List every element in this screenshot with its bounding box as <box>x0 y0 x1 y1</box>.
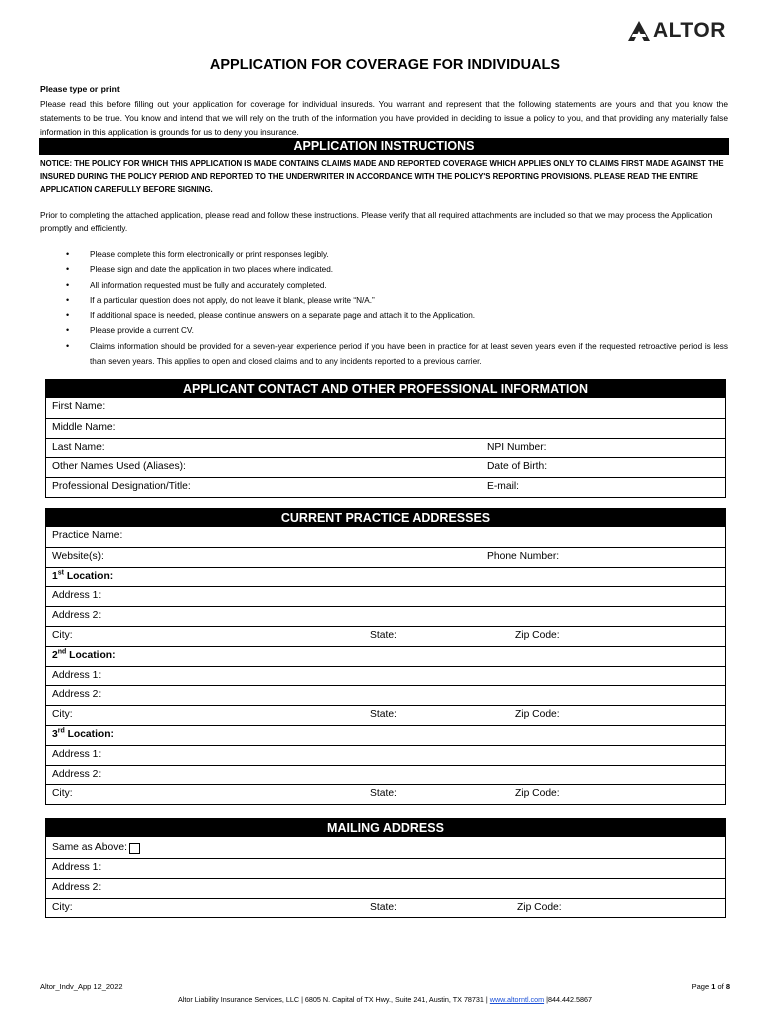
type-or-print-note: Please type or print <box>40 84 120 94</box>
location-heading-3 <box>46 725 725 745</box>
mailing-heading: MAILING ADDRESS <box>46 819 725 837</box>
state-label: State: <box>370 629 397 641</box>
page-of: of <box>715 982 726 991</box>
location-ordinal: rd <box>57 727 65 735</box>
city-row[interactable] <box>46 705 725 725</box>
aliases-row[interactable] <box>46 457 725 477</box>
location-number: 2 <box>52 649 58 661</box>
form-id: Altor_Indv_App 12_2022 <box>40 982 123 991</box>
location-heading-1 <box>46 567 725 587</box>
instruction-item: • All information requested must be fully and accurately completed. <box>66 278 728 293</box>
company-phone: |844.442.5867 <box>544 995 592 1004</box>
page-title: APPLICATION FOR COVERAGE FOR INDIVIDUALS <box>209 57 561 73</box>
location-label: Location: <box>67 728 114 740</box>
website-label: Website(s): <box>52 550 104 562</box>
practice-heading: CURRENT PRACTICE ADDRESSES <box>46 509 725 527</box>
state-label: State: <box>370 901 397 913</box>
address1-field[interactable] <box>46 586 725 606</box>
address1-field[interactable] <box>46 745 725 765</box>
altor-logo-icon <box>628 21 650 41</box>
instruction-item: • If a particular question does not apply, do not leave it blank, please write “N/A.” <box>66 293 728 308</box>
page-indicator <box>670 982 730 991</box>
location-label: Location: <box>69 649 116 661</box>
logo-text: ALTOR <box>653 19 726 42</box>
website-row[interactable] <box>46 547 725 567</box>
location-heading-2 <box>46 646 725 666</box>
practice-name-field[interactable] <box>46 527 725 547</box>
location-ordinal: st <box>57 569 64 577</box>
middle-name-field[interactable] <box>46 418 725 438</box>
aliases-label: Other Names Used (Aliases): <box>52 461 186 473</box>
same-as-above-checkbox[interactable] <box>129 843 140 854</box>
location-ordinal: nd <box>57 648 67 656</box>
footer-company <box>0 995 770 1004</box>
location-number: 1 <box>52 570 58 582</box>
prior-text: Prior to completing the attached application, please read and follow these instructions. Please verify that all required attachments are included so that we may process the Application promptly and efficiently. <box>40 210 713 233</box>
intro-paragraph: Please read this before filling out your application for coverage for individual insureds. You warrant and represent that the following statements are yours and that you know the statements to be true. You know and intend that we will rely on the truth of the information you have provided in deciding to issue a policy to you, and that providing any materially false information in this application is grounds for us to deny you insurance. <box>40 99 728 137</box>
designation-label: Professional Designation/Title: <box>52 481 191 493</box>
zip-label: Zip Code: <box>517 901 562 913</box>
instruction-item: • If additional space is needed, please continue answers on a separate page and attach it to the Application. <box>66 308 728 323</box>
designation-row[interactable] <box>46 477 725 497</box>
contact-section <box>45 379 726 498</box>
altor-logo <box>628 20 726 42</box>
city-label: City: <box>52 788 73 800</box>
instruction-item: • Please complete this form electronically or print responses legibly. <box>66 247 728 262</box>
instruction-item: • Please provide a current CV. <box>66 323 728 338</box>
first-name-field[interactable] <box>46 398 725 418</box>
dob-label: Date of Birth: <box>487 461 548 473</box>
phone-label: Phone Number: <box>487 550 560 562</box>
city-row[interactable] <box>46 784 725 804</box>
last-name-label: Last Name: <box>52 441 105 453</box>
address1-label: Address 1: <box>52 669 102 681</box>
address2-label: Address 2: <box>52 768 102 780</box>
zip-label: Zip Code: <box>515 788 560 800</box>
address1-label: Address 1: <box>52 748 102 760</box>
address2-field[interactable] <box>46 685 725 705</box>
address2-field[interactable] <box>46 765 725 785</box>
first-name-label: First Name: <box>52 401 106 412</box>
location-number: 3 <box>52 728 58 740</box>
address2-label: Address 2: <box>52 610 102 622</box>
city-label: City: <box>52 629 73 641</box>
address1-label: Address 1: <box>52 862 102 873</box>
npi-label: NPI Number: <box>487 441 547 453</box>
page-total: 8 <box>725 982 730 991</box>
instruction-item: • Please sign and date the application in two places where indicated. <box>66 262 728 277</box>
notice-text: NOTICE: THE POLICY FOR WHICH THIS APPLICATION IS MADE CONTAINS CLAIMS MADE AND REPORTED COVERAGE WHICH APPLIES ONLY TO CLAIMS FIRST MADE AGAINST THE INSURED DURING THE POLICY PERIOD AND REPORTED TO THE UNDERWRITER IN ACCORDANCE WITH THE POLICY'S REPORTING PROVISIONS. PLEASE READ THE ENTIRE APPLICATION CAREFULLY BEFORE SIGNING. <box>40 159 724 194</box>
address2-field[interactable] <box>46 606 725 626</box>
location-label: Location: <box>66 570 114 582</box>
practice-section <box>45 508 726 805</box>
mailing-section <box>45 818 726 918</box>
middle-name-label: Middle Name: <box>52 421 116 433</box>
website-link[interactable]: www.altorntl.com <box>489 995 545 1004</box>
contact-heading: APPLICANT CONTACT AND OTHER PROFESSIONAL INFORMATION <box>46 380 725 398</box>
address1-field[interactable] <box>46 666 725 686</box>
company-address: Altor Liability Insurance Services, LLC | 6805 N. Capital of TX Hwy., Suite 241, Austin, TX 78731 | <box>178 995 490 1004</box>
same-as-above-row <box>46 837 725 858</box>
instructions-list <box>66 247 728 369</box>
state-label: State: <box>370 788 397 800</box>
page-prefix: Page <box>691 982 712 991</box>
zip-label: Zip Code: <box>515 709 560 721</box>
mailing-city-row[interactable] <box>46 898 725 918</box>
practice-name-label: Practice Name: <box>52 530 123 541</box>
page-number: 1 <box>711 982 716 991</box>
city-label: City: <box>52 709 73 721</box>
address1-label: Address 1: <box>52 590 102 602</box>
email-label: E-mail: <box>487 481 520 493</box>
address2-label: Address 2: <box>52 881 102 893</box>
mailing-address1-field[interactable] <box>46 858 725 878</box>
city-label: City: <box>52 901 73 913</box>
zip-label: Zip Code: <box>515 629 560 641</box>
state-label: State: <box>370 709 397 721</box>
same-as-above-label: Same as Above: <box>52 842 127 853</box>
city-row[interactable] <box>46 626 725 646</box>
instructions-heading: APPLICATION INSTRUCTIONS <box>39 138 729 155</box>
mailing-address2-field[interactable] <box>46 878 725 898</box>
instruction-item: • Claims information should be provided for a seven-year experience period if you have been in practice for at least seven years even if the requested retroactive period is less than seven years. This applies to open and closed claims and to any incidents reported to a previous carrier. <box>66 339 728 370</box>
address2-label: Address 2: <box>52 689 102 701</box>
last-name-row[interactable] <box>46 438 725 458</box>
